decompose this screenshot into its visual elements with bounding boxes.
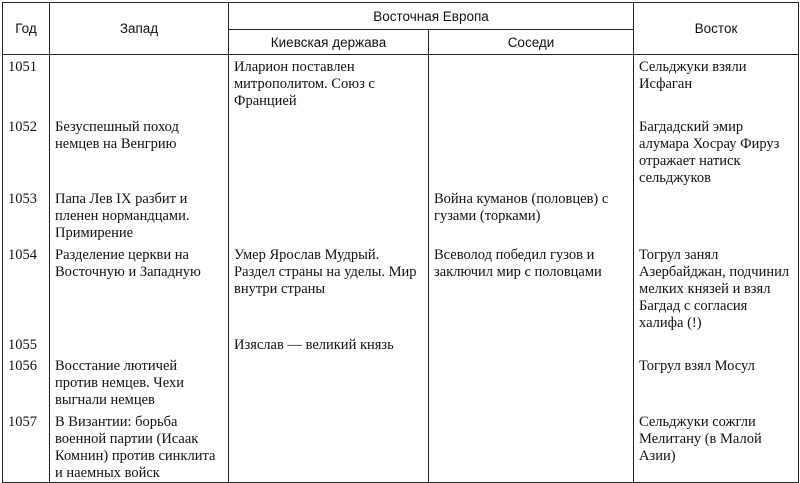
cell-east: Сельджуки сожгли Мелитану (в Малой Азии) [634, 410, 799, 483]
cell-west [50, 333, 229, 354]
cell-year: 1055 [3, 333, 50, 354]
cell-kievan [229, 354, 429, 410]
cell-kievan [229, 115, 429, 187]
cell-kievan: Изяслав — великий князь [229, 333, 429, 354]
cell-kievan: Умер Ярослав Мудрый. Раздел страны на уделы. Мир внутри страны [229, 243, 429, 333]
cell-year: 1057 [3, 410, 50, 483]
table-row [3, 333, 799, 354]
table-row [3, 410, 799, 483]
table-row [3, 243, 799, 333]
cell-year: 1052 [3, 115, 50, 187]
table-row [3, 187, 799, 243]
header-kievan: Киевская держава [229, 30, 429, 55]
table-header [3, 3, 799, 55]
table-body [3, 55, 799, 483]
cell-east [634, 187, 799, 243]
cell-neighbors: Всеволод победил гузов и заключил мир с половцами [429, 243, 634, 333]
cell-west: В Византии: борьба военной партии (Исаак Комнин) против синклита и наемных войск [50, 410, 229, 483]
cell-neighbors: Война куманов (половцев) с гузами (торками) [429, 187, 634, 243]
cell-year: 1051 [3, 55, 50, 115]
table-row [3, 115, 799, 187]
cell-east: Багдадский эмир алумара Хосрау Фируз отражает натиск сельджуков [634, 115, 799, 187]
cell-neighbors [429, 55, 634, 115]
cell-neighbors [429, 410, 634, 483]
cell-kievan [229, 410, 429, 483]
cell-east: Тогрул взял Мосул [634, 354, 799, 410]
cell-east [634, 333, 799, 354]
table-row [3, 354, 799, 410]
header-neighbors: Соседи [429, 30, 634, 55]
cell-west: Разделение церкви на Восточную и Западную [50, 243, 229, 333]
header-west: Запад [50, 3, 229, 55]
cell-west: Восстание лютичей против немцев. Чехи выгнали немцев [50, 354, 229, 410]
cell-east: Сельджуки взяли Исфаган [634, 55, 799, 115]
cell-east: Тогрул занял Азербайджан, подчинил мелких князей и взял Багдад с согласия халифа (!) [634, 243, 799, 333]
cell-year: 1056 [3, 354, 50, 410]
cell-year: 1054 [3, 243, 50, 333]
cell-neighbors [429, 333, 634, 354]
cell-kievan: Иларион поставлен митрополитом. Союз с Францией [229, 55, 429, 115]
cell-neighbors [429, 115, 634, 187]
cell-west: Папа Лев IX разбит и пленен нормандцами. Примирение [50, 187, 229, 243]
cell-west [50, 55, 229, 115]
cell-kievan [229, 187, 429, 243]
table-row [3, 55, 799, 115]
cell-west: Безуспешный поход немцев на Венгрию [50, 115, 229, 187]
header-east: Восток [634, 3, 799, 55]
header-eastern-europe: Восточная Европа [229, 3, 634, 30]
cell-year: 1053 [3, 187, 50, 243]
chronology-table [2, 2, 799, 483]
header-year: Год [3, 3, 50, 55]
cell-neighbors [429, 354, 634, 410]
